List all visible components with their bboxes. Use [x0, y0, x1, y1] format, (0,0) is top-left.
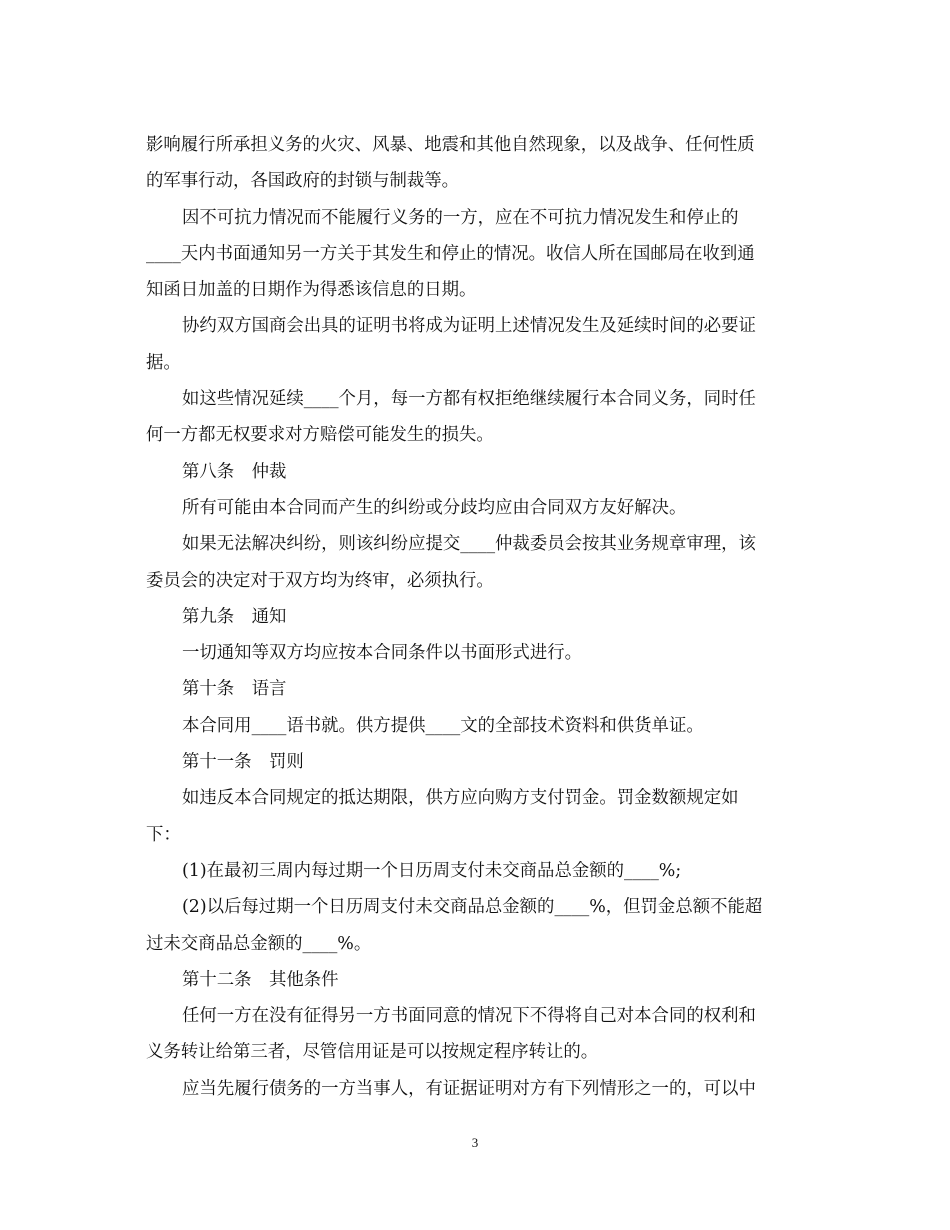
- text-line: 据。: [146, 352, 181, 373]
- text-line: (2)以后每过期一个日历周支付未交商品总金额的____%，但罚金总额不能超: [182, 897, 763, 918]
- page-number: 3: [471, 1135, 479, 1150]
- text-line: 第十一条 罚则: [182, 752, 304, 773]
- text-line: 委员会的决定对于双方均为终审，必须执行。: [146, 570, 494, 591]
- text-line: 影响履行所承担义务的火灾、风暴、地震和其他自然现象，以及战争、任何性质: [146, 135, 755, 155]
- text-line: 第九条 通知: [182, 606, 287, 627]
- text-line: 第十条 语言: [182, 679, 287, 700]
- text-line: 义务转让给第三者，尽管信用证是可以按规定程序转让的。: [146, 1042, 599, 1063]
- text-line: 如违反本合同规定的抵达期限，供方应向购方支付罚金。罚金数额规定如: [182, 788, 739, 809]
- text-line: ____天内书面通知另一方关于其发生和停止的情况。收信人所在国邮局在收到通: [146, 243, 755, 264]
- text-line: (1)在最初三周内每过期一个日历周支付未交商品总金额的____%;: [182, 860, 682, 881]
- text-line: 所有可能由本合同而产生的纠纷或分歧均应由合同双方友好解决。: [182, 497, 687, 518]
- text-line: 如这些情况延续____个月，每一方都有权拒绝继续履行本合同义务，同时任: [182, 389, 756, 410]
- text-line: 一切通知等双方均应按本合同条件以书面形式进行。: [182, 643, 582, 664]
- text-line: 任何一方在没有征得另一方书面同意的情况下不得将自己对本合同的权利和: [182, 1006, 756, 1027]
- text-line: 因不可抗力情况而不能履行义务的一方，应在不可抗力情况发生和停止的: [182, 207, 739, 228]
- text-line: 如果无法解决纠纷，则该纠纷应提交____仲裁委员会按其业务规章审理，该: [182, 534, 756, 555]
- text-line: 协约双方国商会出具的证明书将成为证明上述情况发生及延续时间的必要证: [182, 316, 756, 337]
- text-line: 下：: [146, 824, 181, 845]
- text-line: 应当先履行债务的一方当事人，有证据证明对方有下列情形之一的，可以中: [182, 1078, 756, 1099]
- text-line: 本合同用____语书就。供方提供____文的全部技术资料和供货单证。: [182, 715, 704, 736]
- document-body: [146, 127, 806, 1107]
- text-line: 过未交商品总金额的____%。: [146, 933, 372, 954]
- text-line: 第八条 仲裁: [182, 461, 287, 482]
- text-line: 知函日加盖的日期作为得悉该信息的日期。: [146, 280, 477, 301]
- text-line: 的军事行动，各国政府的封锁与制裁等。: [146, 171, 460, 192]
- text-line: 何一方都无权要求对方赔偿可能发生的损失。: [146, 425, 494, 446]
- text-line: 第十二条 其他条件: [182, 969, 339, 990]
